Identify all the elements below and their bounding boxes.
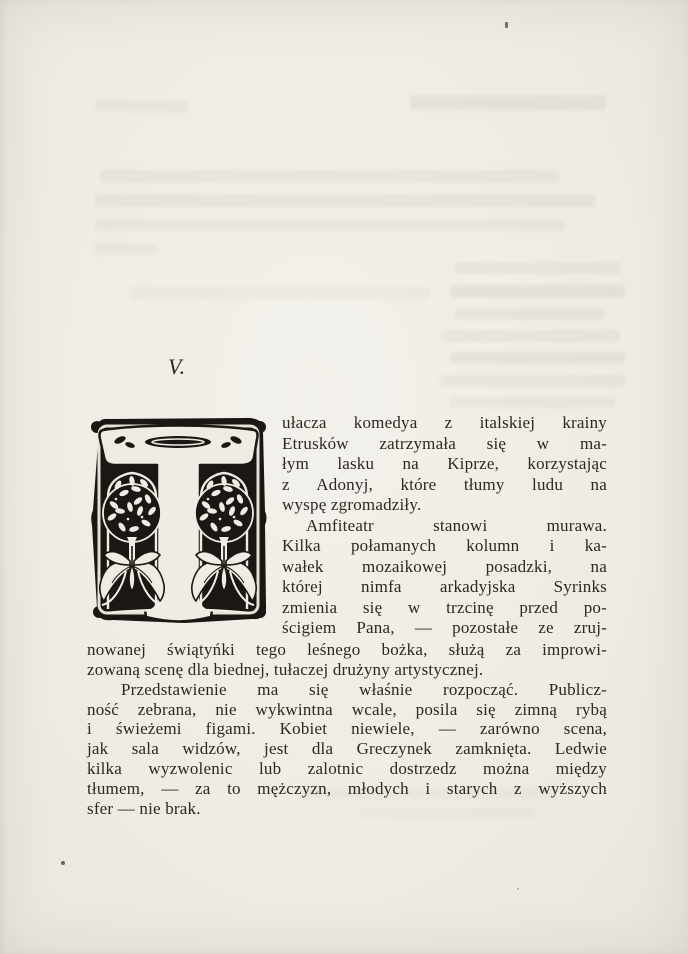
text-line: zowaną scenę dla biednej, tułaczej drużyny artystycznej. [87,659,484,679]
text-line: wyspę zgromadziły. [282,495,422,515]
drop-cap-illustration [87,413,270,625]
ghost-line [100,170,560,183]
text-line: Kilka połamanych kolumn i ka- [282,536,607,556]
text-line: Amfiteatr stanowi murawa. [306,515,607,535]
text-line: Etrusków zatrzymała się w ma- [282,433,607,453]
text-line: ścigiem Pana, — pozostałe ze zruj- [282,618,607,638]
ghost-line [95,219,565,231]
text-line: nowanej świątyńki tego leśnego bożka, służą za improwi- [87,640,607,660]
text-line: zmienia się w trzcinę przed po- [282,597,607,617]
text-line: łym lasku na Kiprze, korzystając [282,454,607,474]
text-line: tłumem, — za to mężczyzn, młodych i starych z wyższych [87,778,607,798]
chapter-number: V. [168,354,187,379]
text-line: ułacza komedya z italskiej krainy [282,413,607,432]
ghost-line [450,397,615,408]
ghost-line [410,95,606,110]
ghost-line [455,262,620,274]
ghost-line [95,194,595,207]
text-line: ność zebrana, nie wykwintna wcale, posila się zimną rybą [87,699,607,719]
ghost-line [450,285,625,298]
text-line: wałek mozaikowej posadzki, na [282,556,607,576]
ghost-line [450,352,625,364]
ghost-line [96,100,188,112]
text-line: jak sala widzów, jest dla Greczynek zamknięta. Ledwie [87,739,607,759]
dropcap-block [87,413,607,639]
scan-speck [61,861,65,865]
ghost-line [130,287,430,299]
text-line: i świeżemi figami. Kobiet niewiele, — zarówno scena, [87,719,607,739]
narrow-text-column [282,413,607,639]
drop-cap-ornament-T [87,413,270,625]
wide-text-column [87,640,607,819]
text-line: Przedstawienie ma się właśnie rozpocząć. Publicz- [121,679,607,699]
text-line: z Adonyj, które tłumy ludu na [282,474,607,494]
text-line: kilka wyzwolenic lub zalotnic dostrzedz można między [87,759,607,779]
text-line: której nimfa arkadyjska Syrinks [282,577,607,597]
ghost-line [440,330,620,342]
body-text [87,413,607,819]
scan-speck [517,888,519,890]
text-line: sfer — nie brak. [87,798,201,818]
ghost-line [95,243,157,254]
scan-speck [505,22,508,28]
ghost-line [440,375,625,387]
ghost-line [455,308,605,320]
